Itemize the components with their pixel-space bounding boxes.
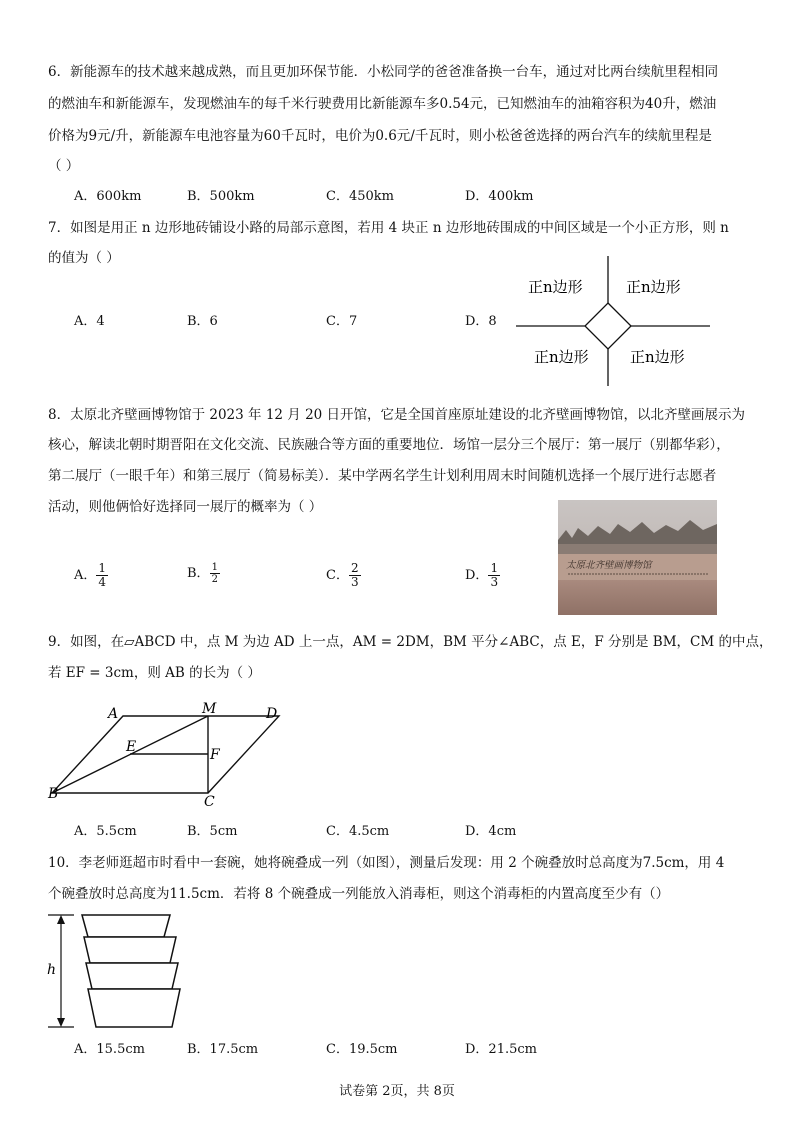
q6-line3: 价格为9元/升，新能源车电池容量为60千瓦时，电价为0.6元/千瓦时，则小松爸爸选择的两台汽车的续航里程是 [48,128,712,144]
q8-option-a[interactable]: A． $\frac{1}{4}$ [74,561,107,589]
q10-option-d[interactable]: D．21.5cm [465,1042,537,1057]
q8-line2: 核心，解读北朝时期晋阳在文化交流、民族融合等方面的重要地位．场馆一层分三个展厅：第一展厅（别都华彩）， [48,437,730,453]
q6-option-b[interactable]: B．500km [187,189,255,204]
point-e-label: E [126,739,137,755]
q9-option-d[interactable]: D．4cm [465,824,517,839]
q8-line3: 第二展厅（一眼千年）和第三展厅（简易标美）．某中学两名学生计划利用周末时间随机选择一个展厅进行志愿者 [48,468,717,484]
q7-line1: 7．如图是用正 n 边形地砖铺设小路的局部示意图，若用 4 块正 n 边形地砖围成的中间区域是一个小正方形，则 n [48,220,729,236]
q8-option-b[interactable]: B． $\frac{1}{2}$ [187,562,218,585]
q6-option-c[interactable]: C．450km [326,189,394,204]
point-c-label: C [204,794,215,810]
q9-option-c[interactable]: C．4.5cm [326,824,390,839]
center-square [585,303,631,349]
page-footer: 试卷第 2页，共 8页 [339,1084,455,1099]
q6-line4: （ ） [48,158,80,174]
fraction: $\frac{1}{4}$ [98,561,107,589]
q9-line2: 若 EF = 3cm，则 AB 的长为（ ） [48,665,261,681]
point-a-label: A [108,706,119,722]
q10-bowls-figure [44,910,194,1032]
q8-option-d[interactable]: D． $\frac{1}{3}$ [465,561,499,589]
point-m-label: M [202,701,217,717]
q10-option-c[interactable]: C．19.5cm [326,1042,398,1057]
photo-ground [558,580,717,615]
bowl-4 [88,989,180,1027]
q6-option-d[interactable]: D．400km [465,189,534,204]
point-d-label: D [266,706,278,722]
q7-option-a[interactable]: A．4 [74,314,105,329]
q10-option-b[interactable]: B．17.5cm [187,1042,259,1057]
tile-label-top-right: 正n边形 [626,278,681,296]
point-b-label: B [48,786,59,802]
q9-line1: 9．如图，在▱ABCD 中，点 M 为边 AD 上一点，AM = 2DM，BM 平分∠ABC，点 E，F 分别是 BM，CM 的中点， [48,634,773,650]
q9-option-b[interactable]: B．5cm [187,824,238,839]
q10-option-a[interactable]: A．15.5cm [74,1042,145,1057]
bowl-1 [82,915,170,937]
fraction: $\frac{1}{3}$ [490,561,499,589]
photo-hedge [558,544,717,554]
tile-label-top-left: 正n边形 [528,278,583,296]
q8-line1: 8．太原北齐壁画博物馆于 2023 年 12 月 20 日开馆，它是全国首座原址建设的北齐壁画博物馆，以北齐壁画展示为 [48,407,746,423]
bowl-2 [84,937,176,963]
q9-option-a[interactable]: A．5.5cm [74,824,137,839]
q7-line2: 的值为（ ） [48,250,120,266]
bowl-3 [86,963,178,989]
q8-line4: 活动，则他俩恰好选择同一展厅的概率为（ ） [48,499,323,515]
q9-parallelogram-figure [44,698,294,810]
q6-line2: 的燃油车和新能源车，发现燃油车的每千米行驶费用比新能源车多0.54元，已知燃油车的油箱容积为40升，燃油 [48,96,717,112]
q10-line2: 个碗叠放时总高度为11.5cm．若将 8 个碗叠成一列能放入消毒柜，则这个消毒柜的内置高度至少有（） [48,886,670,902]
q10-line1: 10．李老师逛超市时看中一套碗，她将碗叠成一列（如图），测量后发现：用 2 个碗叠放时总高度为7.5cm，用 4 [48,855,725,871]
q7-tile-figure [512,254,712,388]
q6-line1: 6．新能源车的技术越来越成熟，而且更加环保节能．小松同学的爸爸准备换一台车，通过对比两台续航里程相同 [48,64,719,80]
q7-option-c[interactable]: C．7 [326,314,358,329]
fraction: $\frac{1}{2}$ [211,562,218,585]
height-arrow-down [57,1018,65,1027]
height-label: h [47,962,57,978]
height-arrow-up [57,915,65,924]
point-f-label: F [210,747,220,763]
photo-sign-text: 太原北齐壁画博物馆 [566,560,652,571]
q7-option-d[interactable]: D．8 [465,314,497,329]
tile-label-bottom-left: 正n边形 [534,348,589,366]
q8-option-c[interactable]: C． $\frac{2}{3}$ [326,561,359,589]
q7-option-b[interactable]: B．6 [187,314,218,329]
q6-option-a[interactable]: A．600km [74,189,142,204]
fraction: $\frac{2}{3}$ [350,561,359,589]
tile-label-bottom-right: 正n边形 [630,348,685,366]
museum-photo [558,500,717,615]
